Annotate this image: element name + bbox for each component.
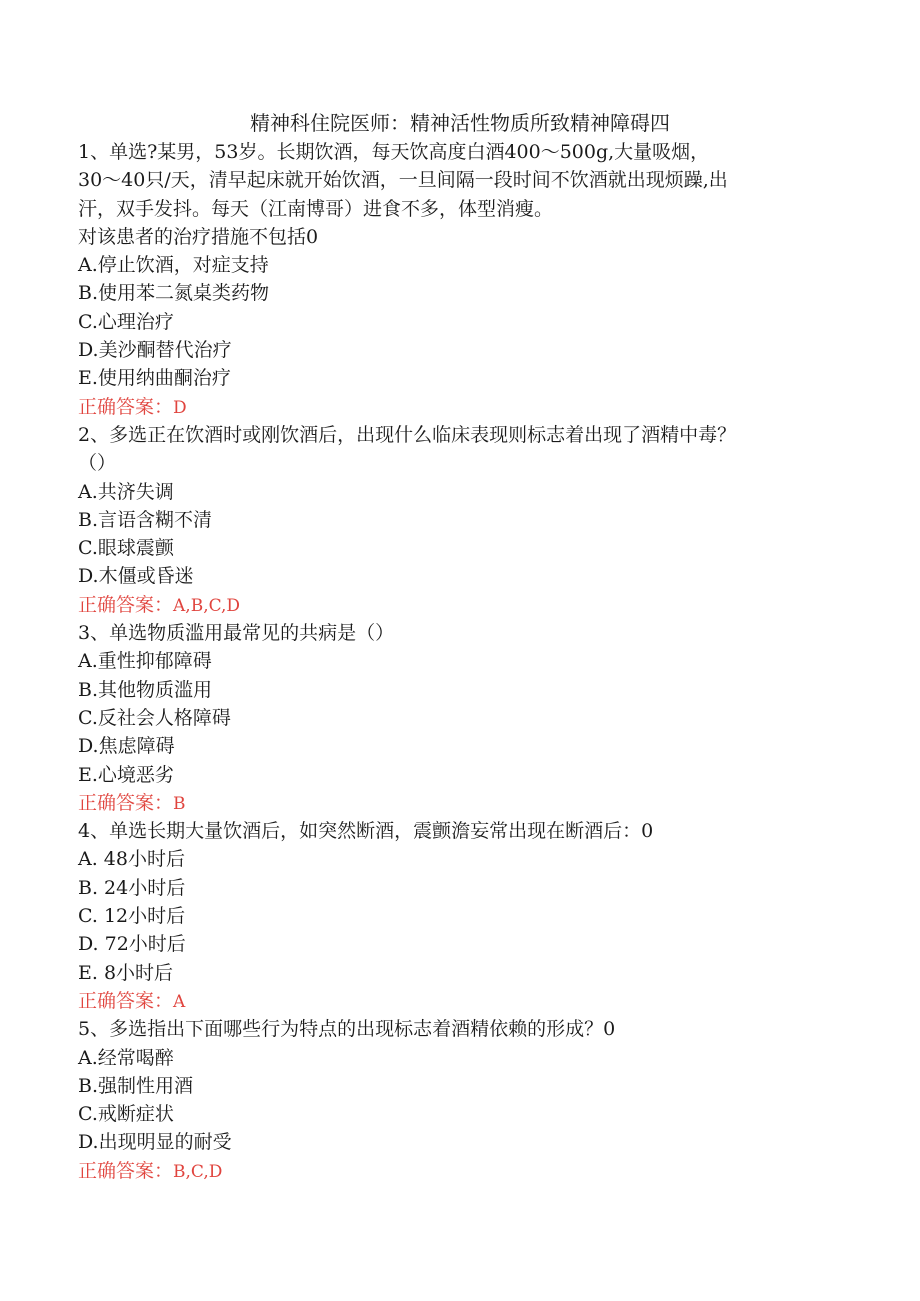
correct-answer-label: 正确答案：	[78, 791, 174, 814]
answer-option: A. 48小时后	[78, 848, 185, 871]
question-stem-line: 1、单选?某男，53岁。长期饮酒，每天饮高度白酒400～500g,大量吸烟，	[78, 141, 710, 163]
correct-answer-label: 正确答案：	[78, 395, 174, 418]
answer-option: B.使用苯二氮桌类药物	[78, 282, 270, 305]
correct-answer	[78, 789, 838, 817]
document-title: 精神科住院医师：精神活性物质所致精神障碍四	[250, 111, 670, 135]
answer-option: C.戒断症状	[78, 1103, 174, 1126]
answer-option: B.强制性用酒	[78, 1074, 194, 1097]
question-block	[78, 138, 838, 421]
answer-option: D.木僵或昏迷	[78, 565, 194, 588]
answer-option: B. 24小时后	[78, 876, 186, 899]
answer-option: C.眼球震颤	[78, 537, 174, 560]
answer-option: A.重性抑郁障碍	[78, 650, 212, 673]
answer-option: E.心境恶劣	[78, 763, 174, 786]
question-block	[78, 619, 838, 817]
answer-option: D.出现明显的耐受	[78, 1131, 232, 1154]
answer-option: A.经常喝醉	[78, 1046, 174, 1069]
correct-answer	[78, 393, 838, 421]
correct-answer-label: 正确答案：	[78, 1159, 174, 1182]
question-stem-line: 汗，双手发抖。每天（江南博哥）进食不多，体型消瘦。	[78, 197, 554, 220]
answer-option: D.美沙酮替代治疗	[78, 339, 232, 362]
question-stem-line: 4、单选长期大量饮酒后，如突然断酒，震颤澹妄常出现在断酒后：0	[78, 820, 654, 843]
answer-option: A.共济失调	[78, 480, 174, 503]
correct-answer-value: B	[173, 793, 186, 814]
answer-option: B.其他物质滥用	[78, 678, 213, 701]
answer-option: D. 72小时后	[78, 933, 186, 956]
correct-answer	[78, 987, 838, 1015]
question-block	[78, 1015, 838, 1185]
question-stem-line: （）	[78, 452, 117, 475]
question-stem-line: 3、单选物质滥用最常见的共病是（）	[78, 622, 395, 645]
answer-option: E. 8小时后	[78, 961, 174, 984]
correct-answer	[78, 1157, 838, 1185]
answer-option: C.心理治疗	[78, 310, 174, 333]
correct-answer-value: D	[173, 397, 187, 418]
answer-option: B.言语含糊不清	[78, 508, 213, 531]
correct-answer-value: A,B,C,D	[173, 595, 241, 616]
question-block	[78, 817, 838, 1015]
question-list	[78, 138, 838, 1185]
correct-answer-label: 正确答案：	[78, 989, 174, 1012]
correct-answer-label: 正确答案：	[78, 593, 174, 616]
answer-option: C. 12小时后	[78, 905, 186, 928]
question-stem-line: 2、多选正在饮酒时或刚饮酒后，出现什么临床表现则标志着出现了酒精中毒？	[78, 423, 737, 446]
question-stem-line: 5、多选指出下面哪些行为特点的出现标志着酒精依赖的形成？0	[78, 1018, 616, 1041]
answer-option: E.使用纳曲酮治疗	[78, 367, 231, 390]
answer-option: A.停止饮酒，对症支持	[78, 254, 269, 277]
correct-answer	[78, 591, 838, 619]
correct-answer-value: A	[173, 991, 186, 1012]
question-stem-line: 30～40只/天，清早起床就开始饮酒，一旦间隔一段时间不饮酒就出现烦躁,出	[78, 169, 728, 192]
question-stem-line: 对该患者的治疗措施不包括0	[78, 225, 319, 248]
answer-option: D.焦虑障碍	[78, 735, 175, 758]
answer-option: C.反社会人格障碍	[78, 706, 231, 729]
question-block	[78, 421, 838, 619]
correct-answer-value: B,C,D	[173, 1161, 223, 1182]
